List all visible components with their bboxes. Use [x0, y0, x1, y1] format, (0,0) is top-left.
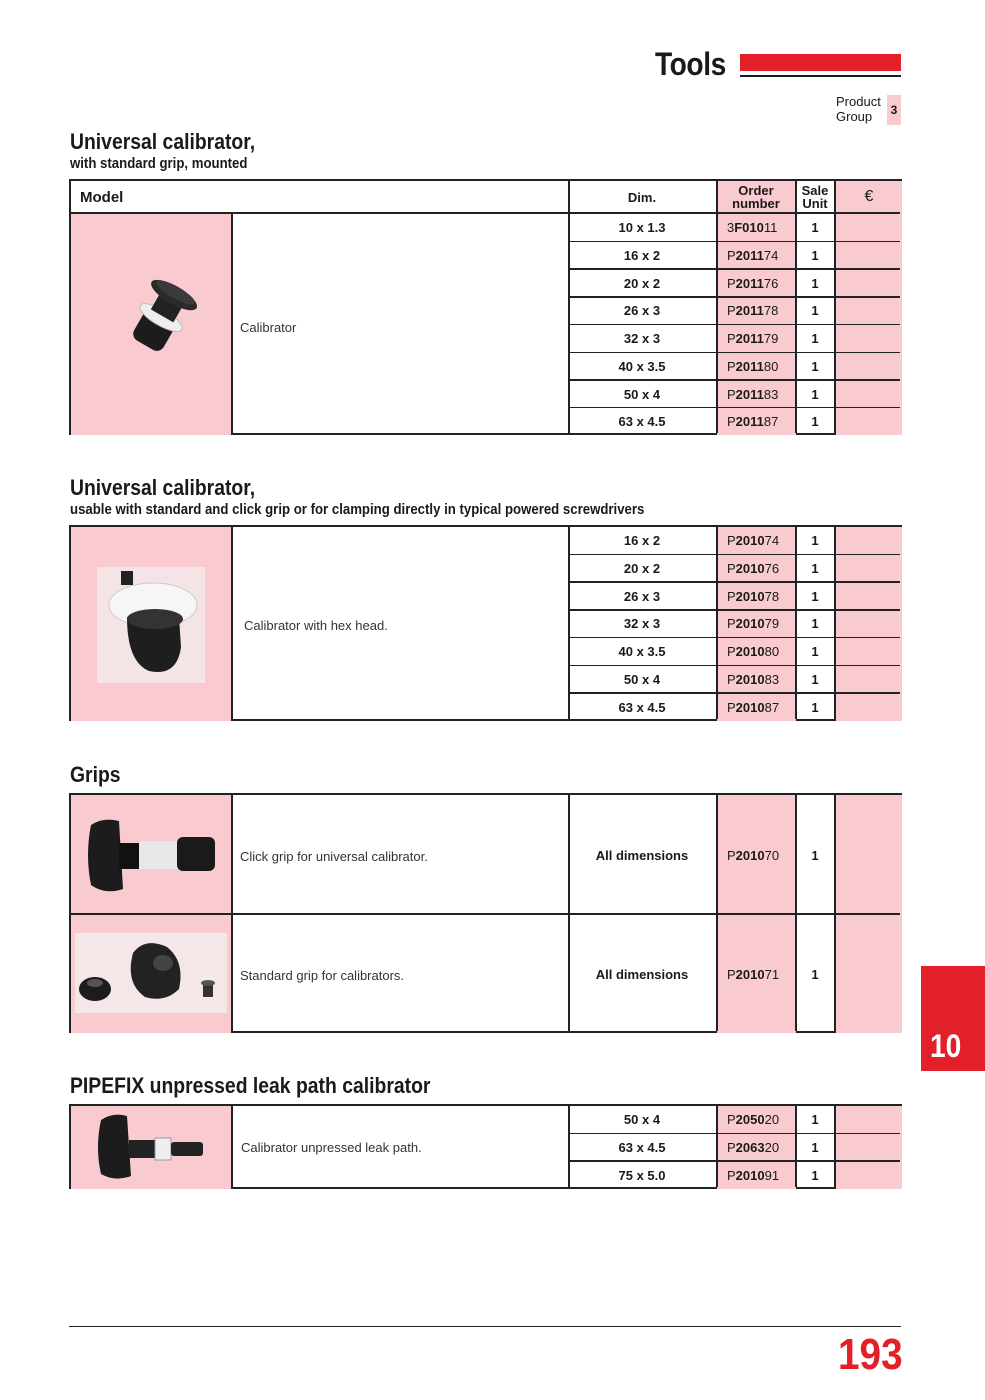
section2-title: Universal calibrator,	[70, 475, 256, 500]
section1-row-dim: 32 x 3	[623, 331, 661, 347]
section2-row-unit: 1	[811, 533, 819, 549]
section4-row-order-number: P 2063 20	[727, 1140, 780, 1156]
section2-row-dim: 20 x 2	[623, 561, 661, 577]
section2-table	[69, 525, 902, 721]
section2-row-order-number: P 2010 78	[727, 588, 780, 604]
section4-row-order-number: P 2010 91	[727, 1167, 780, 1183]
section2-row-unit: 1	[811, 561, 819, 577]
section4-row-dim: 63 x 4.5	[618, 1140, 666, 1156]
grip-row2-dim: All dimensions	[595, 966, 689, 982]
section1-row-dim: 26 x 3	[623, 303, 661, 319]
section1-row-order-number: P 2011 83	[727, 386, 779, 402]
section1-row-dim: 40 x 3.5	[618, 358, 666, 374]
column-header-model: Model	[80, 188, 124, 206]
section1-row-order-number: P 2011 78	[727, 303, 779, 319]
calibrator-product-image	[101, 271, 206, 366]
section2-row-dim: 32 x 3	[623, 616, 661, 632]
section2-row-order-number: P 2010 80	[727, 644, 780, 660]
section1-row-order-number: P 2011 79	[727, 331, 779, 347]
section2-row-order-number: P 2010 79	[727, 616, 780, 632]
section1-row-dim: 20 x 2	[623, 275, 661, 291]
section2-subtitle: usable with standard and click grip or for clamping directly in typical powered screwdrivers	[70, 501, 645, 518]
section2-row-order-number: P 2010 83	[727, 671, 780, 687]
section2-row-order-number: P 2010 87	[727, 699, 780, 715]
section4-row-unit: 1	[811, 1140, 819, 1156]
grip-row2-description: Standard grip for calibrators.	[240, 968, 405, 983]
section4-table	[69, 1104, 902, 1189]
section1-row-order-number: 3 F010 11	[727, 220, 778, 236]
grip-row2-order: P 2010 71	[727, 966, 780, 982]
section2-row-dim: 16 x 2	[623, 533, 661, 549]
section1-row-unit: 1	[811, 414, 819, 430]
section2-row-dim: 50 x 4	[623, 671, 661, 687]
product-group-label: Product Group	[836, 94, 881, 124]
section1-row-dim: 16 x 2	[623, 248, 661, 264]
section1-row-unit: 1	[811, 303, 819, 319]
column-header-dim: Dim.	[627, 189, 657, 205]
section2-row-dim: 26 x 3	[623, 588, 661, 604]
section1-table	[69, 179, 902, 435]
section3-table	[69, 793, 902, 1033]
grip-row1-description: Click grip for universal calibrator.	[240, 849, 428, 864]
column-header-unit: Sale Unit	[801, 183, 829, 211]
section1-row-order-number: P 2011 80	[727, 358, 779, 374]
section1-subtitle: with standard grip, mounted	[70, 155, 248, 172]
section1-row-unit: 1	[811, 331, 819, 347]
page-title: Tools	[655, 46, 726, 82]
grip-row1-order: P 2010 70	[727, 847, 780, 863]
section1-row-order-number: P 2011 87	[727, 414, 779, 430]
section1-row-order-number: P 2011 74	[727, 248, 779, 264]
section2-row-order-number: P 2010 76	[727, 561, 780, 577]
hex-calibrator-product-image	[97, 567, 205, 683]
section1-row-order-number: P 2011 76	[727, 275, 779, 291]
section2-row-dim: 40 x 3.5	[618, 644, 666, 660]
section4-row-order-number: P 2050 20	[727, 1112, 780, 1128]
section4-description: Calibrator unpressed leak path.	[241, 1140, 422, 1155]
header-rule	[740, 75, 901, 77]
header-red-bar	[740, 54, 901, 71]
grip-row1-dim: All dimensions	[595, 847, 689, 863]
section4-title: PIPEFIX unpressed leak path calibrator	[70, 1073, 431, 1098]
section1-row-dim: 63 x 4.5	[618, 414, 666, 430]
section2-row-unit: 1	[811, 699, 819, 715]
section2-row-unit: 1	[811, 644, 819, 660]
grip-row1-unit: 1	[811, 847, 819, 863]
section1-row-unit: 1	[811, 386, 819, 402]
section1-row-dim: 10 x 1.3	[618, 220, 666, 236]
section2-row-unit: 1	[811, 588, 819, 604]
click-grip-product-image	[83, 815, 219, 895]
column-header-price: €	[864, 188, 874, 205]
section2-row-unit: 1	[811, 671, 819, 687]
section1-title: Universal calibrator,	[70, 129, 256, 154]
page-number: 193	[838, 1330, 903, 1379]
chapter-tab-number: 10	[930, 1028, 962, 1064]
section1-row-unit: 1	[811, 220, 819, 236]
section3-title: Grips	[70, 762, 121, 787]
section2-description: Calibrator with hex head.	[244, 618, 388, 633]
grip-row2-unit: 1	[811, 966, 819, 982]
section4-row-unit: 1	[811, 1112, 819, 1128]
section2-row-unit: 1	[811, 616, 819, 632]
section1-row-dim: 50 x 4	[623, 386, 661, 402]
section1-description: Calibrator	[240, 320, 297, 335]
product-group-number: 3	[887, 95, 901, 125]
section4-row-dim: 50 x 4	[623, 1112, 661, 1128]
section1-row-unit: 1	[811, 248, 819, 264]
section1-row-unit: 1	[811, 275, 819, 291]
section4-row-dim: 75 x 5.0	[618, 1167, 666, 1183]
footer-rule	[69, 1326, 901, 1327]
section2-row-dim: 63 x 4.5	[618, 699, 666, 715]
standard-grip-product-image	[75, 933, 227, 1013]
section1-row-unit: 1	[811, 358, 819, 374]
column-header-order: Order number	[732, 183, 780, 211]
section4-row-unit: 1	[811, 1167, 819, 1183]
section2-row-order-number: P 2010 74	[727, 533, 780, 549]
pipefix-calibrator-product-image	[95, 1112, 215, 1182]
